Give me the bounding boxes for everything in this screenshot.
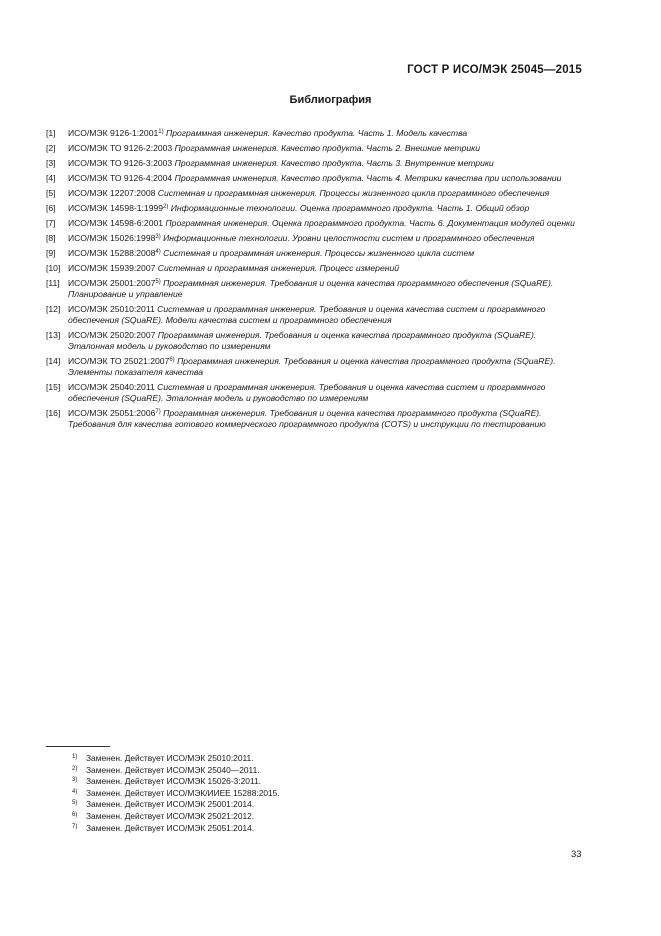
entry-reference: ИСО/МЭК ТО 9126-4:2004 xyxy=(68,173,173,183)
entry-footnote-mark: 5) xyxy=(155,279,161,285)
entry-footnote-mark: 1) xyxy=(158,129,164,135)
entry-description: Программная инженерия. Качество продукта. Часть 4. Метрики качества при использовании xyxy=(172,173,562,183)
entry-number: [7] xyxy=(46,218,56,228)
footnote-mark: 6) xyxy=(72,811,78,818)
footnote-text: Заменен. Действует ИСО/МЭК 25001:2014. xyxy=(86,799,255,810)
entry-description: Информационные технологии. Уровни целостности систем и программного обеспечения xyxy=(160,233,535,243)
entry-reference: ИСО/МЭК 25040:2011 xyxy=(68,382,155,392)
entry-description: Системная и программная инженерия. Процесс измерений xyxy=(155,263,400,273)
bibliography-list xyxy=(46,128,584,434)
entry-number: [1] xyxy=(46,128,56,138)
bibliography-entry xyxy=(46,356,584,378)
entry-reference: ИСО/МЭК 25001:2007 xyxy=(68,278,156,288)
footnotes xyxy=(72,753,280,834)
footnote-mark: 3) xyxy=(72,777,78,784)
footnote-text: Заменен. Действует ИСО/МЭК 25010:2011. xyxy=(86,753,254,763)
entry-number: [8] xyxy=(46,233,56,243)
entry-reference: ИСО/МЭК 25010:2011 xyxy=(68,304,155,314)
entry-number: [12] xyxy=(46,304,61,314)
entry-reference: ИСО/МЭК 14598-1:1999 xyxy=(68,203,164,213)
entry-reference: ИСО/МЭК 15288:2008 xyxy=(68,248,156,258)
bibliography-entry xyxy=(46,233,584,244)
entry-reference: ИСО/МЭК 9126-1:2001 xyxy=(68,128,159,138)
entry-reference: ИСО/МЭК ТО 9126-3:2003 xyxy=(68,158,173,168)
entry-description: Системная и программная инженерия. Требования и оценка качества систем и программного обеспечения (SQuaRE). Эталонная модель и руководство по измерениям xyxy=(68,382,546,403)
footnote-text: Заменен. Действует ИСО/МЭК 15026-3:2011. xyxy=(86,776,261,787)
page-number: 33 xyxy=(571,849,582,860)
entry-number: [6] xyxy=(46,203,56,213)
entry-description: Программная инженерия. Требования и оценка качества программного продукта (SQuaRE). Требования для качества готового коммерческого программного продукта (COTS) и инструкции по тестированию xyxy=(68,408,546,429)
footnote xyxy=(72,776,280,788)
entry-number: [16] xyxy=(46,408,61,418)
bibliography-entry xyxy=(46,263,584,274)
entry-reference: ИСО/МЭК 12207:2008 xyxy=(68,188,156,198)
entry-description: Программная инженерия. Качество продукта. Часть 1. Модель качества xyxy=(163,128,468,138)
entry-description: Системная и программная инженерия. Процессы жизненного цикла программного обеспечения xyxy=(155,188,550,198)
footnote xyxy=(72,811,280,823)
footnote-mark: 2) xyxy=(72,765,78,772)
entry-reference: ИСО/МЭК 14598-6:2001 xyxy=(68,218,164,228)
entry-description: Программная инженерия. Требования и оценка качества программного продукта (SQuaRE). Эталонная модель и руководство по измерениям xyxy=(68,330,537,351)
entry-number: [15] xyxy=(46,382,61,392)
footnote-mark: 1) xyxy=(72,754,78,760)
entry-number: [3] xyxy=(46,158,56,168)
entry-reference: ИСО/МЭК ТО 9126-2:2003 xyxy=(68,143,173,153)
bibliography-entry xyxy=(46,158,584,169)
entry-reference: ИСО/МЭК 25051:2006 xyxy=(68,408,156,418)
bibliography-entry xyxy=(46,173,584,184)
entry-description: Системная и программная инженерия. Требования и оценка качества систем и программного обеспечения (SQuaRE). Модели качества систем и программного обеспечения xyxy=(68,304,546,325)
entry-description: Программная инженерия. Требования и оценка качества программного обеспечения (SQuaRE). Планирование и управление xyxy=(68,278,554,299)
bibliography-entry xyxy=(46,408,584,430)
entry-number: [11] xyxy=(46,278,60,288)
entry-footnote-mark: 7) xyxy=(155,409,161,415)
entry-footnote-mark: 6) xyxy=(169,357,175,363)
entry-reference: ИСО/МЭК 15026:1998 xyxy=(68,233,156,243)
entry-description: Программная инженерия. Оценка программного продукта. Часть 6. Документация модулей оценки xyxy=(163,218,575,228)
footnote xyxy=(72,788,280,800)
entry-description: Информационные технологии. Оценка программного продукта. Часть 1. Общий обзор xyxy=(168,203,530,213)
footnote xyxy=(72,799,280,811)
footnote-text: Заменен. Действует ИСО/МЭК 25051:2014. xyxy=(86,822,255,833)
footnote-text: Заменен. Действует ИСО/МЭК 25040—2011. xyxy=(86,764,260,775)
entry-number: [9] xyxy=(46,248,56,258)
entry-footnote-mark: 4) xyxy=(155,249,161,255)
footnote xyxy=(72,823,280,835)
bibliography-entry xyxy=(46,330,584,352)
entry-number: [13] xyxy=(46,330,61,340)
entry-number: [14] xyxy=(46,356,61,366)
bibliography-entry xyxy=(46,278,584,300)
bibliography-entry xyxy=(46,143,584,154)
footnote xyxy=(72,753,280,765)
footnote-text: Заменен. Действует ИСО/МЭК/ИИЕЕ 15288:2015. xyxy=(86,787,280,798)
entry-number: [10] xyxy=(46,263,61,273)
footnote-text: Заменен. Действует ИСО/МЭК 25021:2012. xyxy=(86,810,255,821)
entry-number: [5] xyxy=(46,188,56,198)
entry-reference: ИСО/МЭК ТО 25021:2007 xyxy=(68,356,170,366)
entry-description: Программная инженерия. Требования и оценка качества программного продукта (SQuaRE). Элементы показателя качества xyxy=(68,356,556,377)
entry-reference: ИСО/МЭК 15939:2007 xyxy=(68,263,156,273)
footnote-divider xyxy=(46,746,110,747)
footnote-mark: 7) xyxy=(72,823,78,830)
entry-description: Системная и программная инженерия. Процессы жизненного цикла систем xyxy=(160,248,475,258)
bibliography-entry xyxy=(46,248,584,259)
bibliography-entry xyxy=(46,188,584,199)
bibliography-entry xyxy=(46,382,584,404)
entry-description: Программная инженерия. Качество продукта. Часть 2. Внешние метрики xyxy=(172,143,480,153)
entry-footnote-mark: 3) xyxy=(155,234,161,240)
bibliography-entry xyxy=(46,218,584,229)
entry-number: [2] xyxy=(46,143,56,153)
entry-number: [4] xyxy=(46,173,56,183)
entry-description: Программная инженерия. Качество продукта. Часть 3. Внутренние метрики xyxy=(172,158,494,168)
bibliography-entry xyxy=(46,128,584,139)
bibliography-entry xyxy=(46,304,584,326)
footnote xyxy=(72,765,280,777)
footnote-mark: 4) xyxy=(72,788,78,795)
document-header: ГОСТ Р ИСО/МЭК 25045—2015 xyxy=(407,64,582,76)
bibliography-entry xyxy=(46,203,584,214)
entry-reference: ИСО/МЭК 25020:2007 xyxy=(68,330,156,340)
footnote-mark: 5) xyxy=(72,800,78,807)
bibliography-title: Библиография xyxy=(289,94,372,106)
entry-footnote-mark: 2) xyxy=(163,204,169,210)
